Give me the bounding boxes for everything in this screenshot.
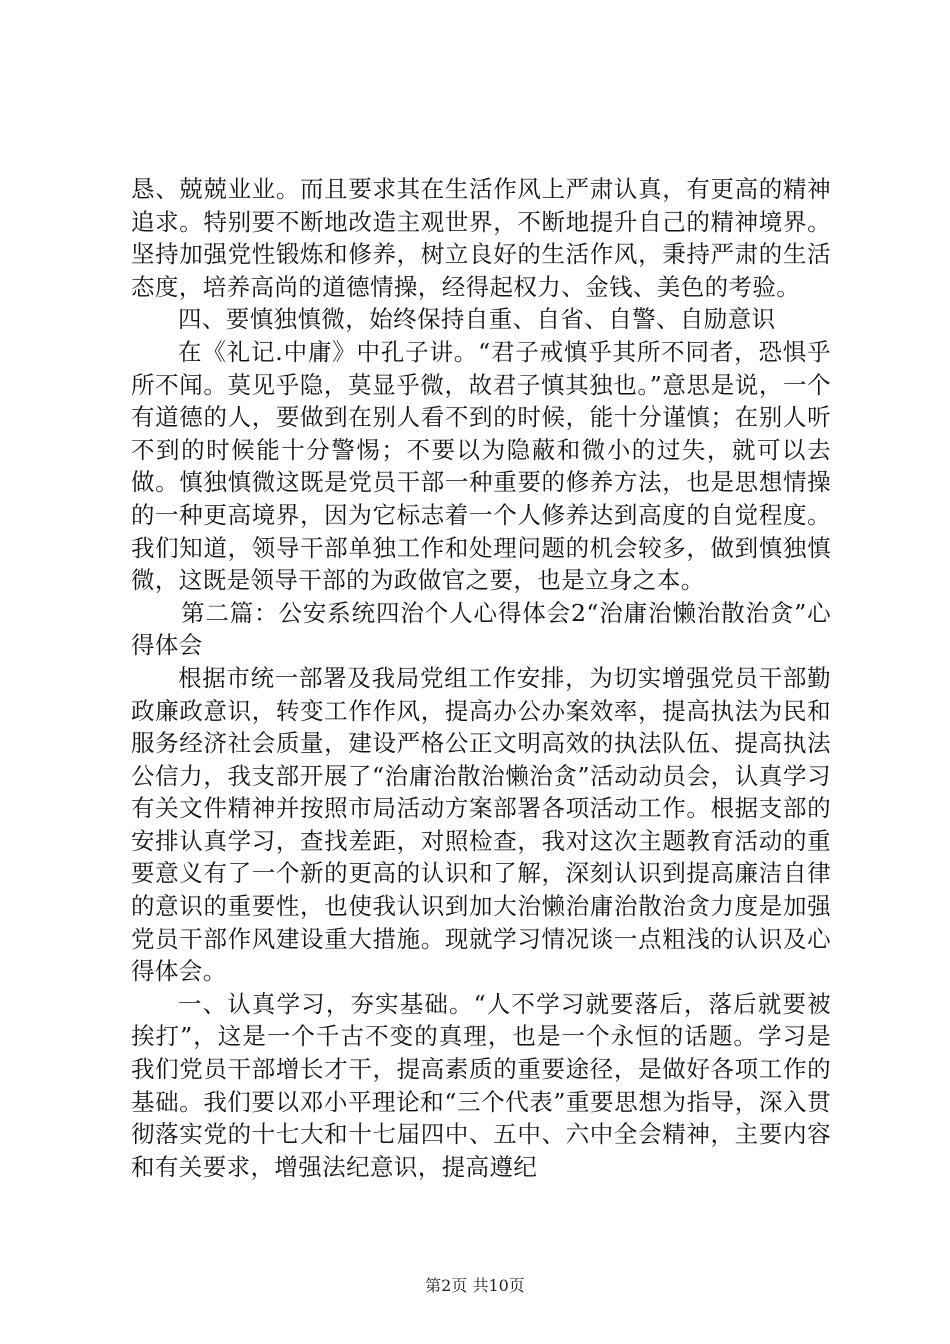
page-footer: 第2页 共10页 [425,1276,525,1295]
paragraph-continuation: 恳、兢兢业业。而且要求其在生活作风上严肃认真，有更高的精神追求。特别要不断地改造主观世界，不断地提升自己的精神境界。坚持加强党性锻炼和修养，树立良好的生活作风，秉持严肃的生活态度，培养高尚的道德情操，经得起权力、金钱、美色的考验。 [131,175,831,301]
section-heading-four: 四、要慎独慎微，始终保持自重、自省、自警、自励意识 [178,305,776,334]
paragraph-liji-quote: 在《礼记.中庸》中孔子讲。“君子戒慎乎其所不同者，恐惧乎所不闻。莫见乎隐，莫显乎微，故君子慎其独也。”意思是说，一个有道德的人，要做到在别人看不到的时候，能十分谨慎；在别人听不到的时候能十分警惕；不要以为隐蔽和微小的过失，就可以去做。慎独慎微这既是党员干部一种重要的修养方法，也是思想情操的一种更高境界，因为它标志着一个人修养达到高度的自觉程度。我们知道，领导干部单独工作和处理问题的机会较多，做到慎独慎微，这既是领导干部的为政做官之要，也是立身之本。 [131,337,831,595]
document-body [131,173,831,1183]
paragraph-intro: 根据市统一部署及我局党组工作安排，为切实增强党员干部勤政廉政意识，转变工作作风，提高办公办案效率，提高执法为民和服务经济社会质量，建设严格公正文明高效的执法队伍、提高执法公信力，我支部开展了“治庸治散治懒治贪”活动动员会，认真学习有关文件精神并按照市局活动方案部署各项活动工作。根据支部的安排认真学习，查找差距，对照检查，我对这次主题教育活动的重要意义有了一个新的更高的认识和了解，深刻认识到提高廉洁自律的意识的重要性，也使我认识到加大治懒治庸治散治贪力度是加强党员干部作风建设重大措施。现就学习情况谈一点粗浅的认识及心得体会。 [131,663,831,986]
chapter-title-second: 第二篇：公安系统四治个人心得体会2“治庸治懒治散治贪”心得体会 [131,598,831,660]
paragraph-point-one: 一、认真学习，夯实基础。“人不学习就要落后，落后就要被挨打”，这是一个千古不变的真理，也是一个永恒的话题。学习是我们党员干部增长才干，提高素质的重要途径，是做好各项工作的基础。我们要以邓小平理论和“三个代表”重要思想为指导，深入贯彻落实党的十七大和十七届四中、五中、六中全会精神，主要内容和有关要求，增强法纪意识，提高遵纪 [131,989,831,1181]
